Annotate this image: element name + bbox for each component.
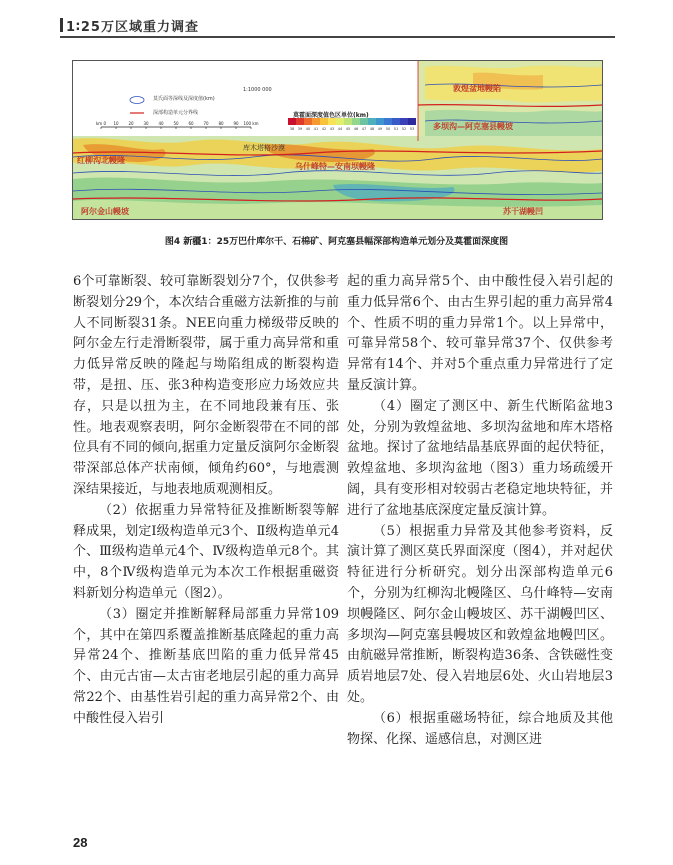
colorbar-swatch [336,118,344,125]
figure-caption: 图4 新疆1：25万巴什库尔干、石棉矿、阿克塞县幅深部构造单元划分及莫霍面深度图 [164,237,509,247]
region-label-kumtag: 库木塔格沙漠 [243,144,285,152]
scale-bar-label: 30 [143,121,149,126]
colorbar-swatch [344,118,352,125]
region-label-hongliugou: 红柳沟北幔隆 [77,156,125,165]
right-paragraph-4: （6）根据重磁场特征，综合地质及其他物探、化探、遥感信息，对测区进 [347,710,613,747]
region-label-duoba: 多坝沟—阿克塞县幔坡 [433,122,513,131]
header-accent-bar [60,18,63,32]
scale-bar-label: 90 [233,121,239,126]
region-label-wushi: 乌什峰特—安南坝幔隆 [295,162,375,171]
colorbar-swatch [296,118,304,125]
left-paragraph-2: （2）依据重力异常特征及推断断裂等解释成果，划定Ⅰ级构造单元3个、Ⅱ级构造单元4个、Ⅲ级构造单元4个、Ⅳ级构造单元8个。其中，8个Ⅳ级构造单元为本次工作根据重磁资料新划分构造单元（图2）。 [73,502,339,601]
colorbar-tick-label: 42 [321,127,327,131]
colorbar-swatch [360,118,368,125]
colorbar-swatch [312,118,320,125]
colorbar-tick-label: 45 [345,127,351,131]
colorbar-swatch [368,118,376,125]
scale-bar-label: 40 [158,121,164,126]
colorbar-swatch [328,118,336,125]
right-paragraph-2: （4）圈定了测区中、新生代断陷盆地3处，分别为敦煌盆地、多坝沟盆地和库木塔格盆地。探讨了盆地结晶基底界面的起伏特征，敦煌盆地、多坝沟盆地（图3）重力场疏缓开阔，具有变形相对较弱古老稳定地块特征，并进行了盆地基底深度定量反演计算。 [347,398,613,518]
boundary-legend-label: 深部构造单元分界线 [153,110,199,116]
colorbar-swatch [376,118,384,125]
region-label-sugan: 苏干湖幔凹 [503,207,543,216]
colorbar-tick-label: 38 [289,127,295,131]
running-header [60,14,615,38]
scale-bar-label: 80 [218,121,224,126]
scale-bar-label: 60 [188,121,194,126]
colorbar-swatch [320,118,328,125]
header-title: 1∶25万区域重力调查 [66,20,199,35]
colorbar-tick-label: 41 [313,127,319,131]
colorbar-swatch [384,118,392,125]
colorbar-swatch [304,118,312,125]
scale-bar-label: 10 [113,121,119,126]
scale-bar-label: 100 km [243,121,259,126]
map-scale-text: 1:1000 000 [243,87,272,93]
colorbar-tick-label: 49 [377,127,383,131]
colorbar-tick-label: 51 [393,127,399,131]
right-paragraph-3: （5）根据重力异常及其他参考资料，反演计算了测区莫氏界面深度（图4），并对起伏特征进行分析研究。划分出深部构造单元6个，分别为红柳沟北幔隆区、乌什峰特—安南坝幔隆区、阿尔金山幔坡区、苏干湖幔凹区、多坝沟—阿克塞县幔坡区和敦煌盆地幔凹区。由航磁异常推断，断裂构造36条、含铁磁性变质岩地层7处、侵入岩地层6处、火山岩地层3处。 [347,523,613,705]
left-column [73,272,339,730]
colorbar-tick-label: 40 [305,127,311,131]
moho-depth-map [72,60,603,220]
scale-bar-label: km 0 [95,121,107,126]
colorbar-tick-label: 43 [329,127,335,131]
scale-bar-label: 70 [203,121,209,126]
colorbar-tick-label: 52 [401,127,407,131]
colorbar-tick-label: 46 [353,127,359,131]
right-paragraph-1: 起的重力高异常5个、由中酸性侵入岩引起的重力低异常6个、由古生界引起的重力高异常4个、性质不明的重力异常1个。以上异常中，可靠异常58个、较可靠异常37个、仅供参考异常有14个、并对5个重点重力异常进行了定量反演计算。 [347,274,613,393]
left-paragraph-1: 6个可靠断裂、较可靠断裂划分7个，仅供参考断裂划分29个，本次结合重磁方法新推的与前人不同断裂31条。NEE向重力梯级带反映的阿尔金左行走滑断裂带，属于重力高异常和重力低异常反映的隆起与坳陷组成的断裂构造带，是扭、压、张3种构造变形应力场效应共存，只是以扭为主，在不同地段兼有压、张性。地表观察表明，阿尔金断裂带在不同的部位具有不同的倾向,据重力定量反演阿尔金断裂带深部总体产状南倾，倾角约60°，与地震测深结果接近，与地表地质观测相反。 [73,274,339,497]
right-column [347,272,613,750]
colorbar-swatch [400,118,408,125]
colorbar-swatch [408,118,416,125]
region-label-dunhuang: 敦煌盆地幔陷 [453,84,501,93]
colorbar-tick-label: 50 [385,127,391,131]
map-svg [73,61,602,219]
colorbar-tick-label: 44 [337,127,343,131]
scale-bar-label: 50 [173,121,179,126]
colorbar-swatch [392,118,400,125]
colorbar-tick-label: 47 [361,127,367,131]
scale-bar-label: 20 [128,121,134,126]
colorbar-title: 莫霍面深度值色区单位(km) [293,112,369,119]
colorbar-swatch [352,118,360,125]
contour-legend-label: 莫氏面等深线及深度值(km) [153,96,215,102]
page-number: 28 [73,835,88,850]
left-paragraph-3: （3）圈定并推断解释局部重力异常109个，其中在第四系覆盖推断基底隆起的重力高异常24个、推断基底凹陷的重力低异常45个、由元古宙—太古宙老地层引起的重力高异常22个、由基性岩引起的重力高异常2个、由中酸性侵入岩引 [73,606,339,726]
colorbar-tick-label: 39 [297,127,303,131]
colorbar-tick-label: 48 [369,127,375,131]
colorbar-swatch [288,118,296,125]
region-label-aerjin: 阿尔金山幔坡 [81,207,129,216]
colorbar-tick-label: 53 [409,127,415,131]
